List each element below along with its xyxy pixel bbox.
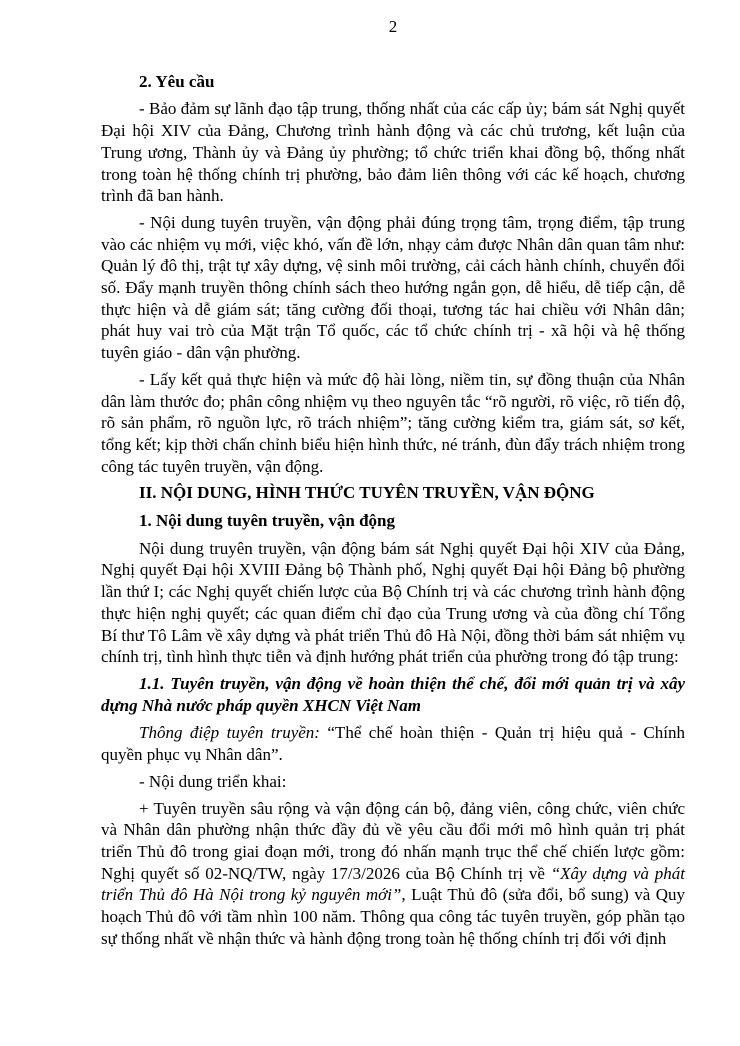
heading-noi-dung-hinh-thuc: II. NỘI DUNG, HÌNH THỨC TUYÊN TRUYỀN, VẬN ĐỘNG bbox=[139, 483, 595, 503]
thong-diep-message: “Thể chế hoàn thiện - Quản trị hiệu quả - Chính quyền phục vụ Nhân dân”. bbox=[101, 723, 685, 765]
paragraph-lay-ket-qua: - Lấy kết quả thực hiện và mức độ hài lòng, niềm tin, sự đồng thuận của Nhân dân làm thước đo; phân công nhiệm vụ theo nguyên tắc “rõ người, rõ việc, rõ tiến độ, rõ sản phẩm, rõ nguồn lực, rõ trách nhiệm”; tăng cường kiểm tra, giám sát, sơ kết, tổng kết; kịp thời chấn chỉnh biểu hiện hình thức, né tránh, đùn đẩy trách nhiệm trong công tác tuyên truyền, vận động. bbox=[101, 369, 685, 476]
thong-diep-label: Thông điệp tuyên truyền: bbox=[139, 723, 320, 743]
paragraph-noi-dung-trien-khai: - Nội dung triển khai: bbox=[139, 771, 287, 791]
heading-noi-dung-tuyen-truyen: 1. Nội dung tuyên truyền, vận động bbox=[139, 511, 396, 531]
paragraph-tuyen-truyen-sau-rong bbox=[101, 798, 685, 950]
heading-1-1-hoan-thien-the-che: 1.1. Tuyên truyền, vận động về hoàn thiện thể chế, đổi mới quản trị và xây dựng Nhà nước pháp quyền XHCN Việt Nam bbox=[101, 673, 685, 715]
tuyen-truyen-run-1: + Tuyên truyền sâu rộng và vận động cán bộ, đảng viên, công chức, viên chức và Nhân dân phường nhận thức đầy đủ về yêu cầu đổi mới mô hình quản trị phát triển Thủ đô trong giai đoạn mới, trong đó nhấn mạnh trục thể chế chiến lược gồm: Nghị quyết số 02-NQ/TW, ngày 17/3/2026 của Bộ Chính trị về bbox=[101, 798, 685, 883]
paragraph-noi-dung-trong-tam: - Nội dung tuyên truyền, vận động phải đúng trọng tâm, trọng điểm, tập trung vào các nhiệm vụ mới, việc khó, vấn đề lớn, nhạy cảm được Nhân dân quan tâm như: Quản lý đô thị, trật tự xây dựng, vệ sinh môi trường, cải cách hành chính, chuyển đổi số. Đẩy mạnh truyền thông chính sách theo hướng ngắn gọn, dễ hiểu, dễ tiếp cận, dễ thực hiện và dễ giám sát; tăng cường đối thoại, tương tác hai chiều với Nhân dân; phát huy vai trò của Mặt trận Tổ quốc, các tổ chức chính trị - xã hội và hệ thống tuyên giáo - dân vận phường. bbox=[101, 212, 685, 363]
page-number: 2 bbox=[388, 17, 398, 36]
tuyen-truyen-run-italic-quote: “Xây dựng và phát triển Thủ đô Hà Nội trong kỷ nguyên mới” bbox=[101, 863, 685, 905]
paragraph-bam-sat-nghi-quyet: Nội dung truyên truyền, vận động bám sát Nghị quyết Đại hội XIV của Đảng, Nghị quyết Đại hội XVIII Đảng bộ Thành phố, Nghị quyết Đại hội Đảng bộ phường lần thứ I; các Nghị quyết chiến lược của Bộ Chính trị và các chương trình hành động thực hiện nghị quyết; các quan điểm chỉ đạo của Trung ương và của đồng chí Tổng Bí thư Tô Lâm về xây dựng và phát triển Thủ đô Hà Nội, đồng thời bám sát nhiệm vụ chính trị, tình hình thực tiễn và định hướng phát triển của phường trong đó tập trung: bbox=[101, 538, 685, 667]
paragraph-thong-diep bbox=[101, 722, 685, 765]
heading-yeu-cau: 2. Yêu cầu bbox=[139, 71, 215, 91]
tuyen-truyen-run-3: , Luật Thủ đô (sửa đổi, bổ sung) và Quy hoạch Thủ đô với tầm nhìn 100 năm. Thông qua công tác tuyên truyền, góp phần tạo sự thống nhất về nhận thức và hành động trong toàn hệ thống chính trị đối với định bbox=[101, 885, 685, 948]
paragraph-bao-dam-lanh-dao: - Bảo đảm sự lãnh đạo tập trung, thống nhất của các cấp ủy; bám sát Nghị quyết Đại hội XIV của Đảng, Chương trình hành động và các chủ trương, kết luận của Trung ương, Thành ủy và Đảng ủy phường; tổ chức triển khai đồng bộ, thống nhất trong toàn hệ thống chính trị phường, bảo đảm liên thông với các kế hoạch, chương trình đã ban hành. bbox=[101, 99, 685, 206]
